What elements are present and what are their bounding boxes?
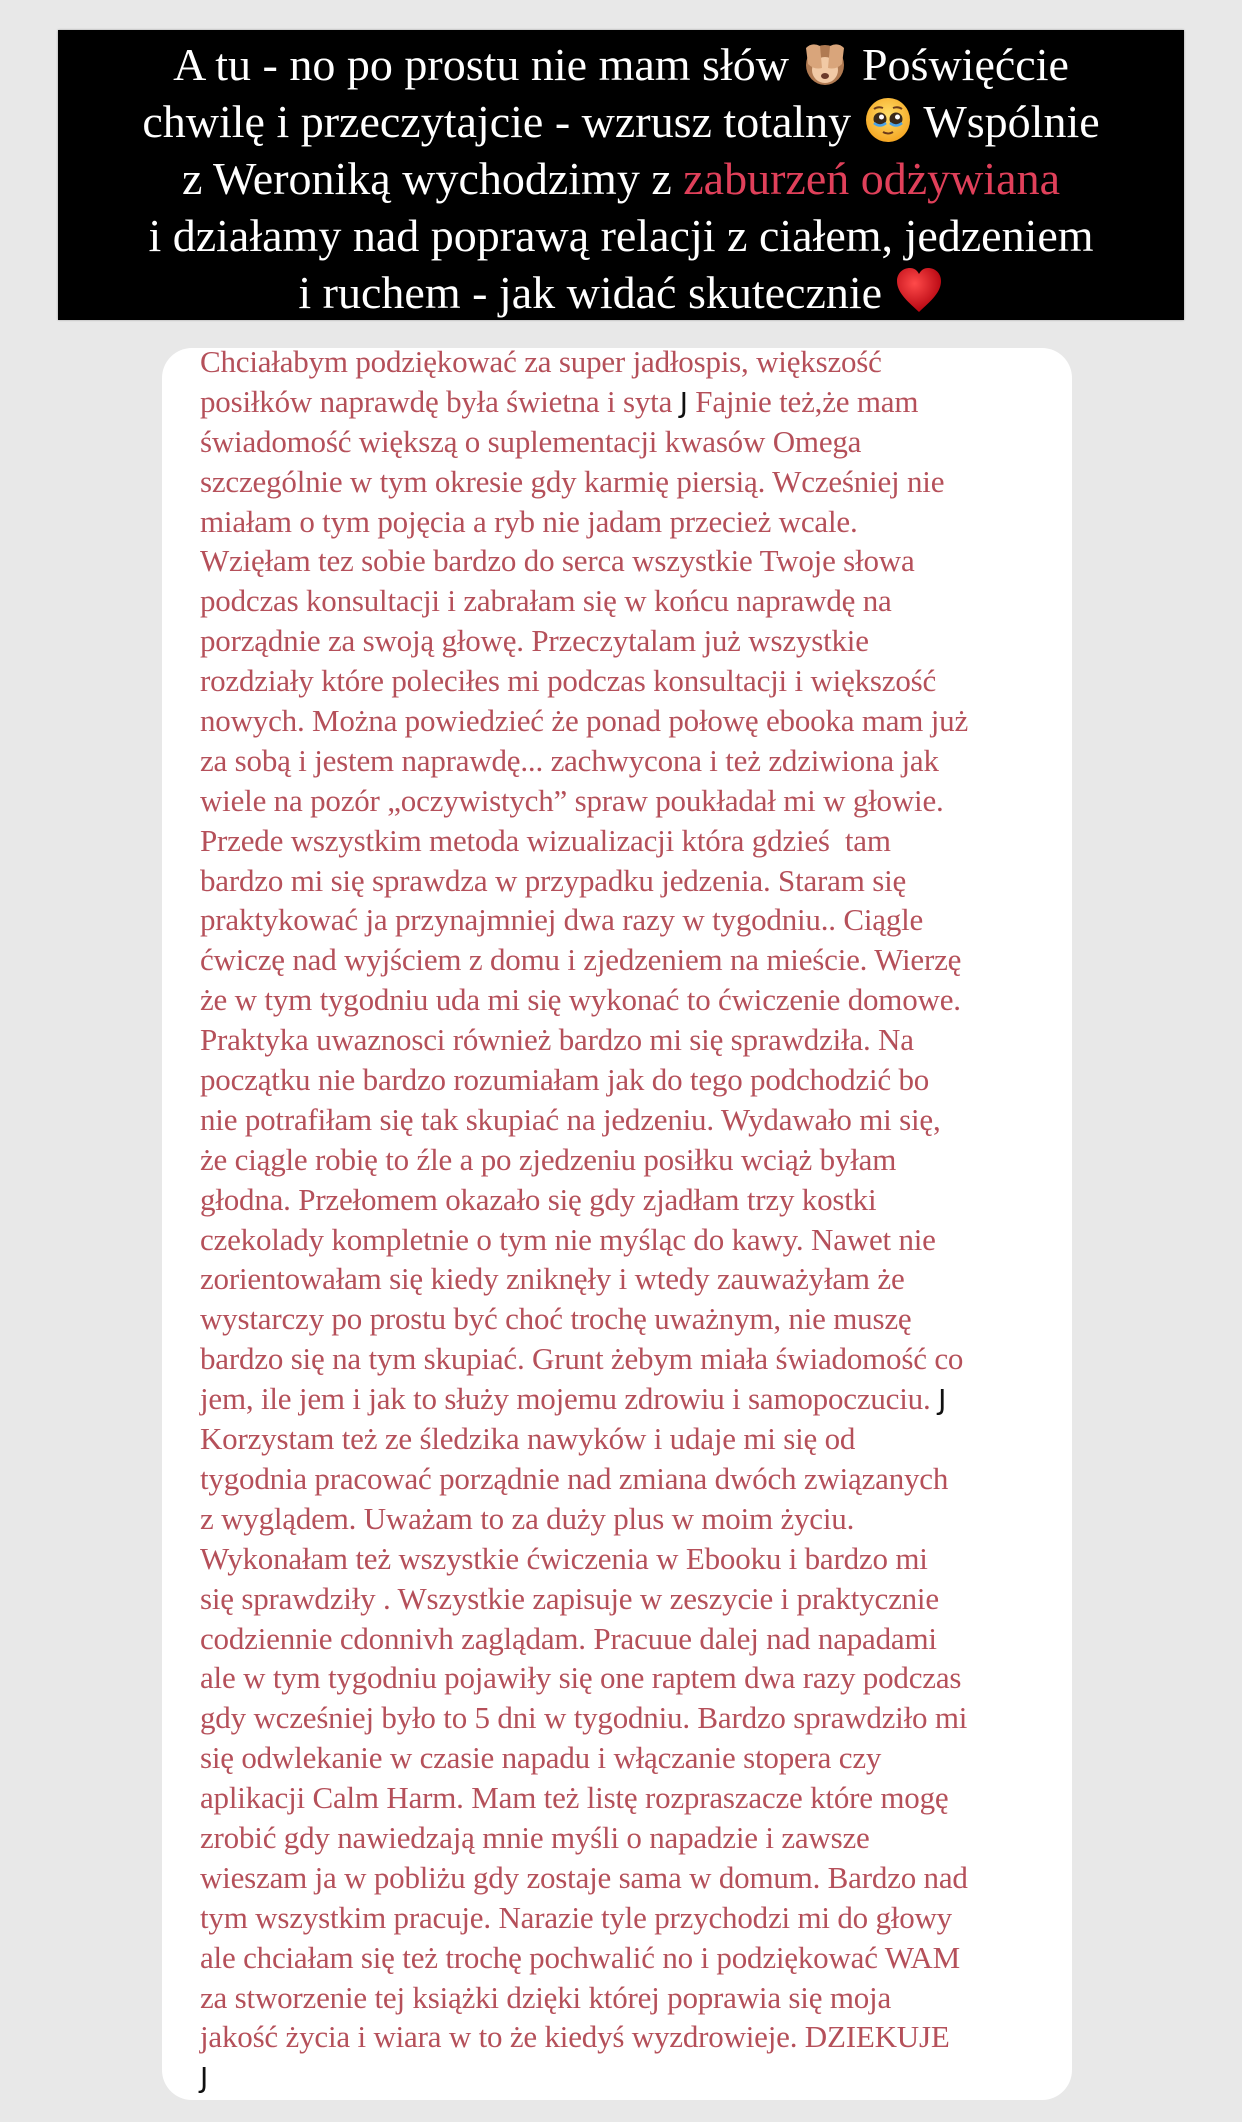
banner-text: A tu - no po prostu nie mam słów bbox=[173, 39, 801, 90]
message-line-text: nie potrafiłam się tak skupiać na jedzeniu. Wydawało mi się, bbox=[200, 1101, 941, 1137]
message-line bbox=[200, 1259, 968, 1299]
message-line bbox=[200, 1938, 968, 1978]
banner-text: chwilę i przeczytajcie - wzrusz totalny bbox=[142, 96, 863, 147]
banner-text: z Weroniką wychodzimy z bbox=[181, 153, 684, 204]
message-line-text: początku nie bardzo rozumiałam jak do tego podchodzić bo bbox=[200, 1062, 930, 1098]
message-line-text: że w tym tygodniu uda mi się wykonać to ćwiczenie domowe. bbox=[200, 982, 961, 1018]
banner-text: i działamy nad poprawą relacji z ciałem, jedzeniem bbox=[148, 210, 1094, 261]
message-line-text: jakość życia i wiara w to że kiedyś wyzdrowieje. DZIEKUJE bbox=[200, 2019, 950, 2055]
message-line-text: się sprawdziły . Wszystkie zapisuje w zeszycie i praktycznie bbox=[200, 1580, 939, 1616]
message-line bbox=[200, 741, 968, 781]
message-line bbox=[200, 502, 968, 542]
red-heart-icon bbox=[894, 266, 944, 316]
message-line-text: ale chciałam się też trochę pochwalić no i podziękować WAM bbox=[200, 1939, 960, 1975]
pleading-face-icon bbox=[863, 95, 913, 145]
message-line-text: gdy wcześniej było to 5 dni w tygodniu. Bardzo sprawdziło mi bbox=[200, 1700, 968, 1736]
banner-line-3 bbox=[58, 150, 1184, 207]
message-line bbox=[200, 940, 968, 980]
message-line-text: Chciałabym podziękować za super jadłospis, większość bbox=[200, 344, 882, 379]
message-line bbox=[200, 422, 968, 462]
banner-highlight-text: zaburzeń odżywiana bbox=[683, 153, 1061, 204]
message-line-text: ćwiczę nad wyjściem z domu i zjedzeniem na mieście. Wierzę bbox=[200, 942, 962, 978]
message-line bbox=[200, 980, 968, 1020]
message-line-text: Przede wszystkim metoda wizualizacji która gdzieś tam bbox=[200, 822, 891, 858]
smiley-icon: J bbox=[679, 385, 688, 419]
message-line bbox=[200, 462, 968, 502]
message-line-text: podczas konsultacji i zabrałam się w końcu naprawdę na bbox=[200, 583, 892, 619]
message-line bbox=[200, 1140, 968, 1180]
message-line-text: że ciągle robię to źle a po zjedzeniu posiłku wciąż byłam bbox=[200, 1141, 897, 1177]
banner-text: Poświęćcie bbox=[850, 39, 1069, 90]
testimonial-text bbox=[200, 342, 968, 2097]
message-line bbox=[200, 1339, 968, 1379]
message-line bbox=[200, 861, 968, 901]
message-line-text: Wzięłam tez sobie bardzo do serca wszystkie Twoje słowa bbox=[200, 543, 915, 579]
message-line-text: Praktyka uwaznosci również bardzo mi się sprawdziła. Na bbox=[200, 1022, 914, 1058]
message-line bbox=[200, 701, 968, 741]
message-line bbox=[200, 2017, 968, 2057]
message-line-text: za stworzenie tej książki dzięki której poprawia się moja bbox=[200, 1979, 892, 2015]
message-line bbox=[200, 1619, 968, 1659]
message-line bbox=[200, 1100, 968, 1140]
message-line-text: czekolady kompletnie o tym nie myśląc do kawy. Nawet nie bbox=[200, 1221, 936, 1257]
message-line-text: z wyglądem. Uważam to za duży plus w moim życiu. bbox=[200, 1500, 855, 1536]
message-line bbox=[200, 1698, 968, 1738]
message-line-text: wiele na pozór „oczywistych” spraw poukładał mi w głowie. bbox=[200, 782, 944, 818]
message-line bbox=[200, 1778, 968, 1818]
message-line-text: posiłków naprawdę była świetna i syta bbox=[200, 383, 680, 419]
message-line-text: za sobą i jestem naprawdę... zachwycona i też zdziwiona jak bbox=[200, 742, 939, 778]
message-line-text: wystarczy po prostu być choć trochę uważnym, nie muszę bbox=[200, 1301, 912, 1337]
message-line-text: szczególnie w tym okresie gdy karmię piersią. Wcześniej nie bbox=[200, 463, 945, 499]
message-line bbox=[200, 1020, 968, 1060]
caption-banner bbox=[58, 30, 1184, 320]
message-line-text: wieszam ja w pobliżu gdy zostaje sama w domum. Bardzo nad bbox=[200, 1859, 968, 1895]
message-line-text: zrobić gdy nawiedzają mnie myśli o napadzie i zawsze bbox=[200, 1819, 870, 1855]
message-line-text: tym wszystkim pracuje. Narazie tyle przychodzi mi do głowy bbox=[200, 1899, 952, 1935]
message-line bbox=[200, 1978, 968, 2018]
message-line bbox=[200, 900, 968, 940]
message-line bbox=[200, 1898, 968, 1938]
banner-text: Wspólnie bbox=[912, 96, 1100, 147]
message-line-text: się odwlekanie w czasie napadu i włączanie stopera czy bbox=[200, 1740, 882, 1776]
message-line bbox=[200, 1858, 968, 1898]
message-line bbox=[200, 1579, 968, 1619]
message-line-text: nowych. Można powiedzieć że ponad połowę ebooka mam już bbox=[200, 703, 969, 739]
message-line bbox=[200, 661, 968, 701]
message-line-text: świadomość większą o suplementacji kwasów Omega bbox=[200, 423, 862, 459]
message-line bbox=[200, 2057, 968, 2097]
banner-line-5 bbox=[58, 264, 1184, 321]
testimonial-message-card bbox=[162, 344, 1072, 2100]
message-line bbox=[200, 1180, 968, 1220]
banner-line-2 bbox=[58, 93, 1184, 150]
message-line bbox=[200, 1220, 968, 1260]
message-line-text: zorientowałam się kiedy zniknęły i wtedy zauważyłam że bbox=[200, 1261, 905, 1297]
message-line bbox=[200, 1499, 968, 1539]
message-line-text: Korzystam też ze śledzika nawyków i udaje mi się od bbox=[200, 1421, 856, 1457]
smiley-icon: J bbox=[938, 1383, 947, 1417]
message-line bbox=[200, 382, 968, 422]
message-line bbox=[200, 621, 968, 661]
message-line bbox=[200, 541, 968, 581]
see-no-evil-monkey-icon bbox=[800, 38, 850, 88]
message-line-text: codziennie cdonnivh zaglądam. Pracuue dalej nad napadami bbox=[200, 1620, 937, 1656]
message-line bbox=[200, 1299, 968, 1339]
message-line-text: Fajnie też,że mam bbox=[687, 383, 919, 419]
message-line-text: aplikacji Calm Harm. Mam też listę rozpraszacze które mogę bbox=[200, 1780, 949, 1816]
banner-line-4 bbox=[58, 207, 1184, 264]
message-line-text: ale w tym tygodniu pojawiły się one raptem dwa razy podczas bbox=[200, 1660, 962, 1696]
message-line-text: rozdziały które poleciłes mi podczas konsultacji i większość bbox=[200, 663, 937, 699]
message-line bbox=[200, 1459, 968, 1499]
message-line bbox=[200, 1379, 968, 1419]
message-line bbox=[200, 581, 968, 621]
smiley-icon: J bbox=[200, 2061, 209, 2095]
banner-text: i ruchem - jak widać skutecznie bbox=[298, 267, 894, 318]
message-line-text: praktykować ja przynajmniej dwa razy w tygodniu.. Ciągle bbox=[200, 902, 924, 938]
message-line bbox=[200, 781, 968, 821]
message-line-text: bardzo się na tym skupiać. Grunt żebym miała świadomość co bbox=[200, 1341, 964, 1377]
message-line bbox=[200, 821, 968, 861]
message-line-text: miałam o tym pojęcia a ryb nie jadam przecież wcale. bbox=[200, 503, 858, 539]
message-line bbox=[200, 1738, 968, 1778]
message-line-text: bardzo mi się sprawdza w przypadku jedzenia. Staram się bbox=[200, 862, 907, 898]
message-line bbox=[200, 1539, 968, 1579]
message-line bbox=[200, 1658, 968, 1698]
message-line-text: porządnie za swoją głowę. Przeczytalam już wszystkie bbox=[200, 623, 869, 659]
message-line bbox=[200, 342, 968, 382]
message-line-text: tygodnia pracować porządnie nad zmiana dwóch związanych bbox=[200, 1460, 949, 1496]
message-line-text: jem, ile jem i jak to służy mojemu zdrowiu i samopoczuciu. bbox=[200, 1381, 939, 1417]
message-line bbox=[200, 1060, 968, 1100]
banner-line-1 bbox=[58, 36, 1184, 93]
message-line-text: Wykonałam też wszystkie ćwiczenia w Ebooku i bardzo mi bbox=[200, 1540, 928, 1576]
message-line bbox=[200, 1419, 968, 1459]
message-line-text: głodna. Przełomem okazało się gdy zjadłam trzy kostki bbox=[200, 1181, 877, 1217]
message-line bbox=[200, 1818, 968, 1858]
